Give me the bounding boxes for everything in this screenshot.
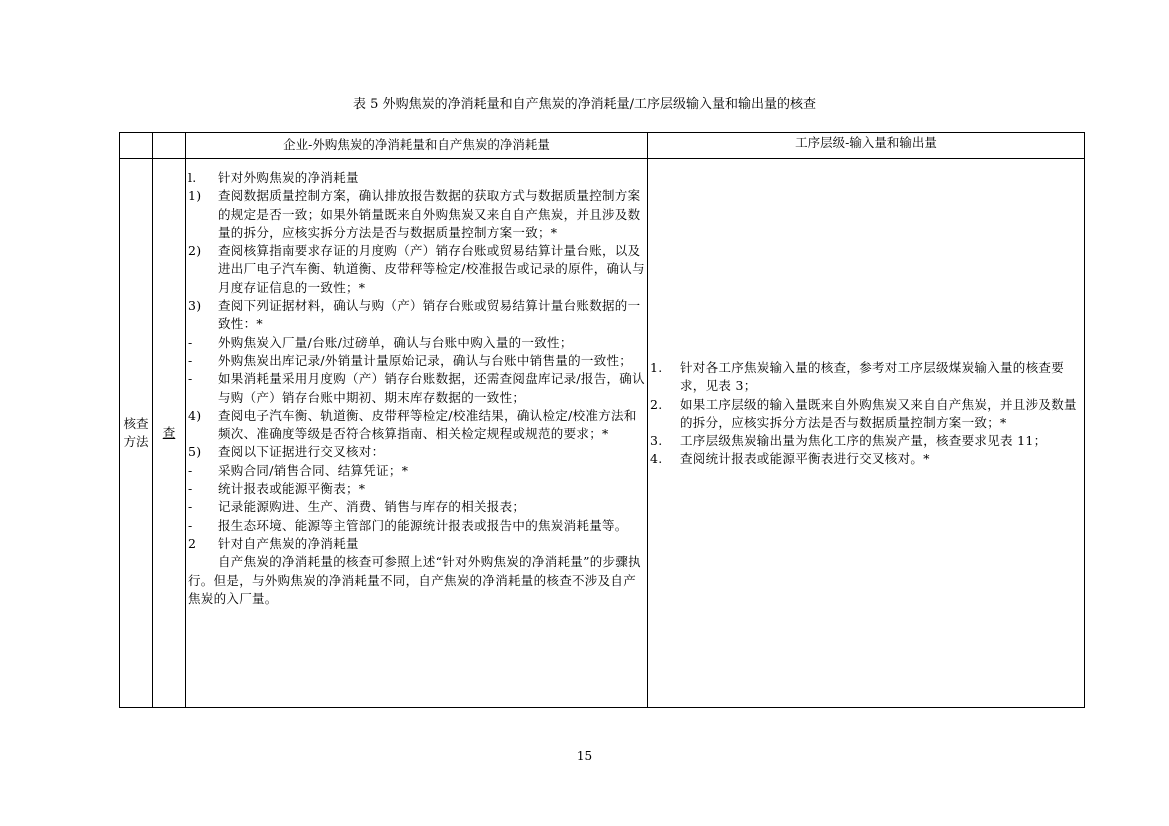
header-right: 工序层级-输入量和输出量 <box>795 135 937 150</box>
left-item-text: 外购焦炭入厂量/台账/过磅单，确认与台账中购入量的一致性； <box>218 334 573 350</box>
left-item <box>188 352 646 370</box>
method-label <box>153 424 185 442</box>
left-item-marker: 2 <box>188 535 197 551</box>
left-item <box>188 169 646 187</box>
left-item-marker: - <box>188 517 193 533</box>
left-item-marker: 3) <box>188 298 202 314</box>
right-item-marker: 3. <box>650 433 663 449</box>
left-item-text: 针对自产焦炭的净消耗量 <box>218 535 359 551</box>
right-item <box>650 432 1082 450</box>
left-item <box>188 297 646 334</box>
row-label: 核查方法 <box>123 416 149 449</box>
left-item <box>188 498 646 516</box>
left-item-text: 针对外购焦炭的净消耗量 <box>218 170 359 185</box>
col-divider-2 <box>185 132 186 708</box>
left-item-text: 报生态环境、能源等主管部门的能源统计报表或报告中的焦炭消耗量等。 <box>218 517 628 533</box>
left-item <box>188 334 646 352</box>
left-item-marker: 4) <box>188 407 202 423</box>
right-item-text: 如果工序层级的输入量既来自外购焦炭又来自自产焦炭，并且涉及数量的拆分，应核实拆分方法是否与数据质量控制方案一致；* <box>680 396 1077 430</box>
left-item-marker: 1) <box>188 188 202 204</box>
left-item <box>188 517 646 535</box>
border-top <box>119 132 1084 133</box>
col-divider-3 <box>647 132 648 708</box>
left-item-text: 统计报表或能源平衡表；* <box>218 481 366 497</box>
left-item-marker: - <box>188 334 193 350</box>
left-item-marker: - <box>188 499 193 515</box>
method-text: 查 <box>162 425 176 440</box>
left-item-text: 如果消耗量采用月度购（产）销存台账数据，还需查阅盘库记录/报告，确认与购（产）销存台账中期初、期末库存数据的一致性； <box>218 371 645 405</box>
left-item <box>188 535 646 553</box>
col-divider-1 <box>152 132 153 708</box>
left-item-marker: 5) <box>188 444 202 460</box>
left-item-text: 查阅核算指南要求存证的月度购（产）销存台账或贸易结算计量台账，以及进出厂电子汽车衡、轨道衡、皮带秤等检定/校准报告或记录的原件，确认与月度存证信息的一致性；* <box>218 243 645 295</box>
left-item <box>188 370 646 407</box>
left-item-text: 查阅电子汽车衡、轨道衡、皮带秤等检定/校准结果，确认检定/校准方法和频次、准确度等级是否符合核算指南、相关检定规程或规范的要求；* <box>218 407 637 442</box>
right-item-text: 查阅统计报表或能源平衡表进行交叉核对。* <box>680 451 930 467</box>
right-item <box>650 359 1082 396</box>
table-title: 表 5 外购焦炭的净消耗量和自产焦炭的净消耗量/工序层级输入量和输出量的核查 <box>353 97 816 112</box>
page-number: 15 <box>576 749 593 763</box>
left-item <box>188 242 646 297</box>
left-item-text: 外购焦炭出库记录/外销量计量原始记录，确认与台账中销售量的一致性； <box>218 352 633 368</box>
left-item-text: 查阅下列证据材料，确认与购（产）销存台账或贸易结算计量台账数据的一致性：* <box>218 298 641 332</box>
right-item <box>650 450 1082 468</box>
left-item <box>188 443 646 461</box>
verification-table <box>119 132 1084 707</box>
right-item-marker: 4. <box>650 451 663 467</box>
left-item <box>188 553 646 608</box>
left-item-marker: - <box>188 462 193 478</box>
left-item <box>188 187 646 242</box>
left-item-text: 查阅以下证据进行交叉核对： <box>218 444 385 460</box>
header-left: 企业-外购焦炭的净消耗量和自产焦炭的净消耗量 <box>283 137 550 152</box>
left-item-text: 采购合同/销售合同、结算凭证；* <box>218 462 409 478</box>
border-bottom <box>119 707 1084 708</box>
left-item-text: 查阅数据质量控制方案，确认排放报告数据的获取方式与数据质量控制方案的规定是否一致；如果外销量既来自外购焦炭又来自自产焦炭，并且涉及数量的拆分，应核实拆分方法是否与数据质量控制方案一致；* <box>218 188 641 240</box>
left-item-text: 记录能源购进、生产、消费、销售与库存的相关报表； <box>218 499 526 515</box>
left-item-marker: 2) <box>188 243 202 259</box>
left-item-marker: l. <box>188 170 197 185</box>
left-item-text: 自产焦炭的净消耗量的核查可参照上述“针对外购焦炭的净消耗量”的步骤执行。但是，与外购焦炭的净消耗量不同，自产焦炭的净消耗量的核查不涉及自产焦炭的入厂量。 <box>188 554 641 606</box>
border-right <box>1084 132 1085 708</box>
right-item-text: 工序层级焦炭输出量为焦化工序的焦炭产量，核查要求见表 11； <box>680 433 1047 449</box>
right-item-marker: 2. <box>650 396 663 412</box>
left-item <box>188 407 646 444</box>
right-item-text: 针对各工序焦炭输入量的核查，参考对工序层级煤炭输入量的核查要求，见表 3； <box>680 360 1065 394</box>
left-item-marker: - <box>188 352 193 368</box>
left-content-list <box>188 169 646 608</box>
right-item <box>650 396 1082 433</box>
left-item-marker: - <box>188 371 193 387</box>
left-item <box>188 480 646 498</box>
header-divider <box>119 158 1084 159</box>
left-item-marker: - <box>188 481 193 497</box>
right-content-list <box>650 359 1082 469</box>
left-item <box>188 462 646 480</box>
right-item-marker: 1. <box>650 360 663 375</box>
